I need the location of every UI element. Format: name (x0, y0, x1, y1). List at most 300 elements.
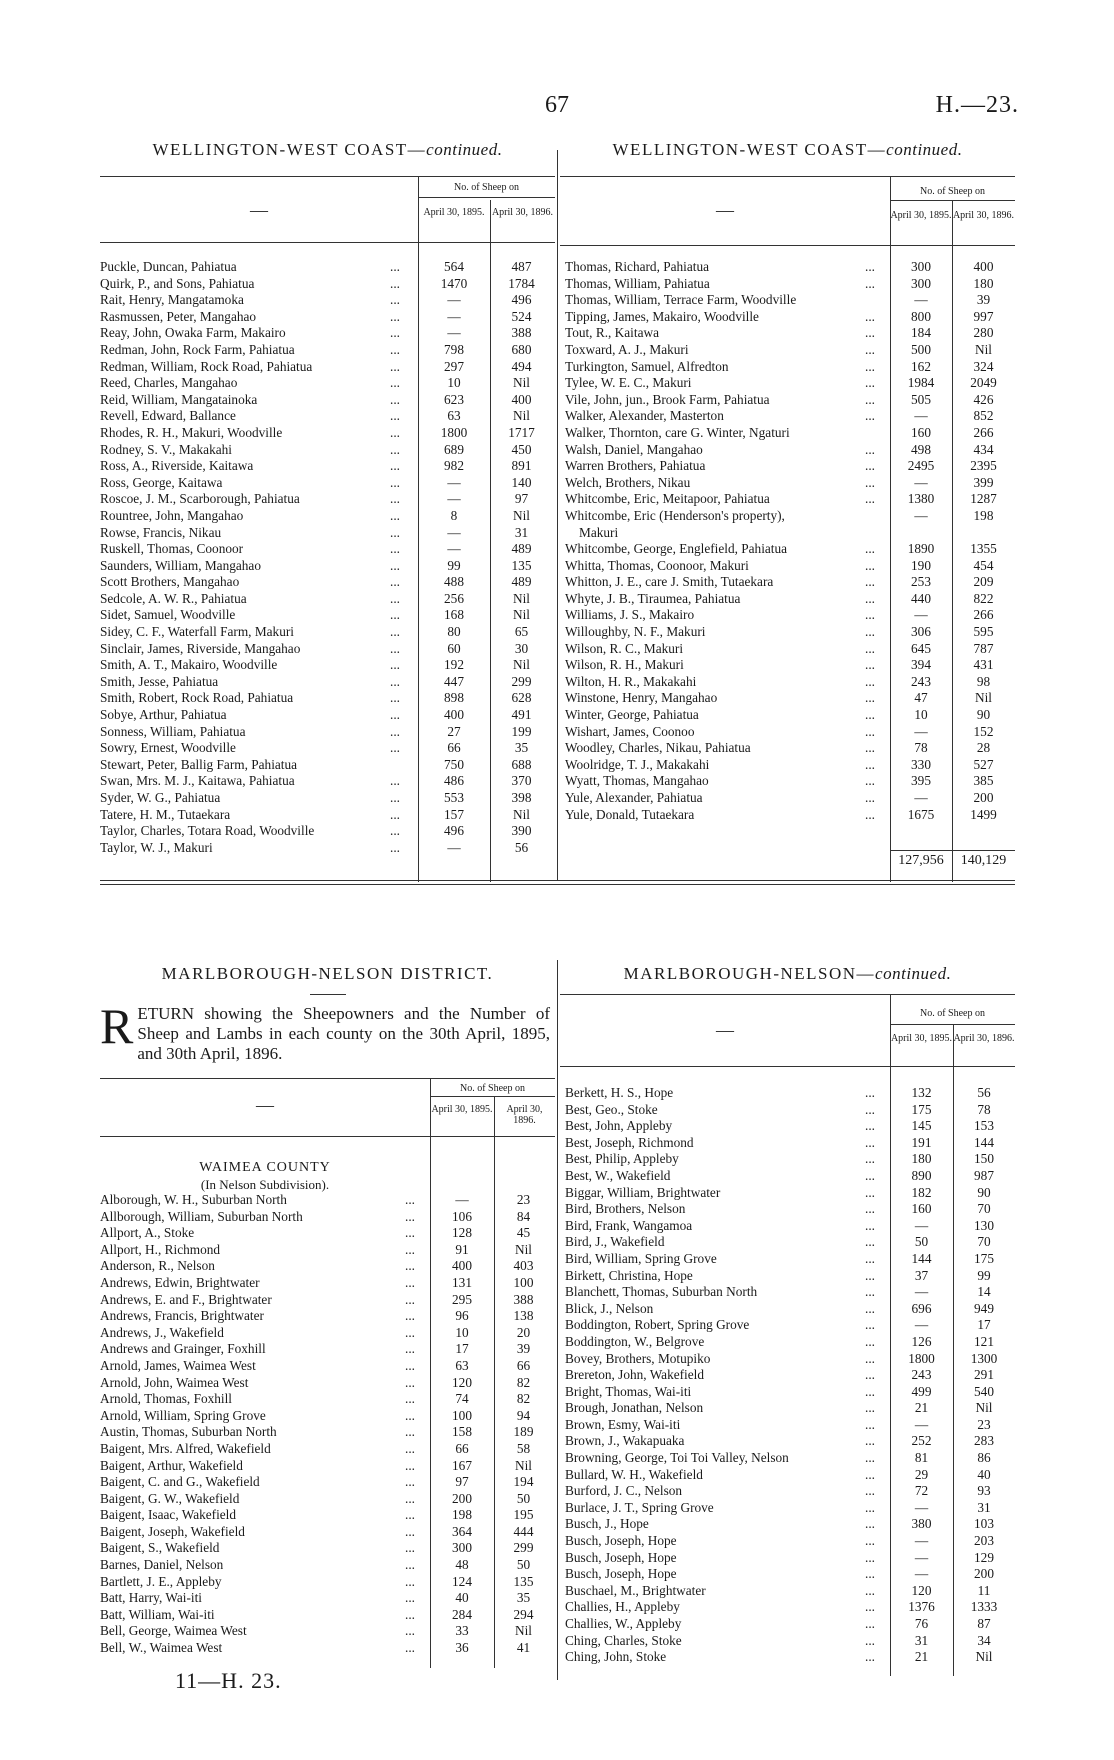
table-row (100, 757, 553, 774)
sheep-1895: 200 (452, 1490, 472, 1506)
owner-name: Brough, Jonathan, Nelson (565, 1400, 704, 1416)
table-row (100, 823, 553, 840)
table-row (100, 807, 553, 824)
sheep-1896: Nil (513, 657, 530, 673)
sheep-1895: — (914, 474, 928, 490)
total-1895: 127,956 (898, 853, 944, 868)
leader-dots: ... (865, 1184, 875, 1200)
table-row (565, 1151, 1015, 1168)
leader-dots: ... (865, 1582, 875, 1598)
leader-dots: ... (865, 607, 875, 623)
table-row (565, 790, 1015, 807)
sheep-1896: 39 (516, 1341, 531, 1357)
leader-dots: ... (865, 1350, 875, 1366)
sheep-1895: 40 (455, 1590, 469, 1606)
leader-dots: ... (390, 541, 400, 557)
sheep-1895: 256 (444, 590, 464, 606)
owner-name: Baigent, C. and G., Wakefield (100, 1474, 260, 1490)
table-row (100, 325, 553, 342)
sheep-1895: 500 (911, 341, 931, 357)
sheep-1896: 2395 (970, 458, 997, 474)
sheep-1896: 431 (973, 657, 994, 673)
table-row (565, 1633, 1015, 1650)
owner-name: Busch, Joseph, Hope (565, 1566, 677, 1582)
owner-name: Winter, George, Pahiatua (565, 707, 699, 723)
sheep-1896: 45 (516, 1225, 531, 1241)
sheep-1896: Nil (515, 1623, 532, 1639)
leader-dots: ... (865, 557, 875, 573)
owner-name: Tipping, James, Makairo, Woodville (565, 308, 759, 324)
table-row (100, 475, 553, 492)
leader-dots: ... (865, 1599, 875, 1615)
bottom-left-title: MARLBOROUGH-NELSON DISTRICT. (161, 964, 494, 983)
owner-name: Best, W., Wakefield (565, 1167, 671, 1183)
leader-dots: ... (405, 1192, 415, 1207)
owner-name: Baigent, Arthur, Wakefield (100, 1457, 243, 1473)
sheep-1896: 489 (511, 574, 532, 590)
leader-dots: ... (390, 491, 400, 507)
sheep-1895: 1470 (440, 275, 468, 291)
sheep-1895: 175 (911, 1101, 932, 1117)
sheep-1895: 21 (914, 1400, 929, 1416)
owner-name: Tatere, H. M., Tutaekara (100, 806, 231, 822)
owner-name: Brown, J., Wakapuaka (565, 1433, 685, 1449)
leader-dots (865, 292, 890, 309)
sheep-1895: 80 (447, 624, 461, 640)
sheep-1895: 982 (444, 458, 464, 474)
table-row (565, 1417, 1015, 1434)
table-row (565, 375, 1015, 392)
table-row (100, 1192, 553, 1209)
leader-dots: ... (865, 458, 875, 474)
owner-name: Bird, J., Wakefield (565, 1234, 665, 1250)
table-row (565, 740, 1015, 757)
sheep-1895: 31 (914, 1632, 929, 1648)
owner-name: Ching, John, Stoke (565, 1649, 667, 1665)
owner-name: Rodney, S. V., Makakahi (100, 441, 232, 457)
sheep-1895: 27 (447, 723, 461, 739)
owner-name: Blanchett, Thomas, Suburban North (565, 1284, 758, 1300)
table-row (565, 475, 1015, 492)
sheep-1896: 450 (511, 441, 532, 457)
table-row (565, 1367, 1015, 1384)
sheep-1895: 1380 (907, 491, 935, 507)
table-row (565, 541, 1015, 558)
leader-dots: ... (865, 1101, 875, 1117)
owner-name: Whitton, J. E., care J. Smith, Tutaekara (565, 574, 774, 590)
owner-name: Revell, Edward, Ballance (100, 408, 236, 424)
header-group: No. of Sheep on (920, 1008, 985, 1019)
leader-dots: ... (390, 308, 400, 324)
sheep-1895: 295 (452, 1291, 472, 1307)
table-row (565, 1118, 1015, 1135)
table-row (100, 259, 553, 276)
sheep-1895: 97 (455, 1474, 469, 1490)
leader-dots: ... (390, 624, 400, 640)
leader-dots: ... (865, 723, 875, 739)
sheep-1895: 66 (447, 740, 461, 756)
leader-dots: ... (865, 1533, 875, 1549)
owner-name: Wilson, R. C., Makuri (565, 640, 684, 656)
sheep-1896: 150 (974, 1151, 994, 1167)
sheep-1895: 17 (455, 1341, 469, 1357)
leader-dots: ... (390, 275, 400, 291)
sheep-1896: 144 (974, 1134, 994, 1150)
sheep-1895: — (914, 1549, 929, 1565)
sheep-1896: 86 (977, 1450, 991, 1466)
leader-dots: ... (865, 1217, 875, 1233)
sheep-1896: Nil (513, 607, 530, 623)
owner-name: Batt, William, Wai-iti (100, 1606, 215, 1622)
table-row (100, 1623, 553, 1640)
owner-name: Challies, H., Appleby (565, 1599, 680, 1615)
sheep-1895: 128 (452, 1225, 472, 1241)
leader-dots (865, 525, 890, 542)
owner-name: Smith, Robert, Rock Road, Pahiatua (100, 690, 294, 706)
owner-name: Andrews and Grainger, Foxhill (100, 1341, 266, 1357)
sheep-1896: 987 (974, 1167, 994, 1183)
sheep-1895: — (914, 507, 928, 523)
leader-dots: ... (865, 1566, 875, 1582)
table-row (100, 740, 553, 757)
leader-dots: ... (405, 1457, 415, 1473)
table-row (565, 724, 1015, 741)
leader-dots: ... (865, 1284, 875, 1300)
owner-name: Busch, Joseph, Hope (565, 1533, 677, 1549)
owner-name: Woolridge, T. J., Makakahi (565, 756, 710, 772)
table-row (100, 1458, 553, 1475)
sheep-1896: 852 (973, 408, 994, 424)
owner-name: Sidet, Samuel, Woodville (100, 607, 236, 623)
sheep-1896: 40 (977, 1466, 991, 1482)
owner-name: Woodley, Charles, Nikau, Pahiatua (565, 740, 751, 756)
sheep-1896: 388 (513, 1291, 534, 1307)
leader-dots: ... (390, 574, 400, 590)
leader-dots: ... (405, 1474, 415, 1490)
sheep-1895: 498 (911, 441, 931, 457)
owner-name: Reed, Charles, Mangahao (100, 375, 238, 391)
sheep-1895: 10 (447, 375, 461, 391)
sheep-1895: 300 (911, 259, 931, 274)
sheep-1895: 66 (455, 1440, 469, 1456)
leader-dots: ... (865, 773, 875, 789)
owner-name: Thomas, William, Pahiatua (565, 275, 710, 291)
table-row (100, 1491, 553, 1508)
sheep-1896: 135 (513, 1573, 534, 1589)
owner-name: Puckle, Duncan, Pahiatua (100, 259, 237, 274)
owner-name: Baigent, S., Wakefield (100, 1540, 220, 1556)
table-row (100, 1607, 553, 1624)
sheep-1896: 50 (516, 1490, 531, 1506)
table-row (565, 491, 1015, 508)
sheep-1896: 1287 (970, 491, 997, 507)
table-row (100, 342, 553, 359)
leader-dots: ... (405, 1557, 415, 1573)
owner-name: Sedcole, A. W. R., Pahiatua (100, 590, 247, 606)
owner-name: Biggar, William, Brightwater (565, 1184, 721, 1200)
table-row (100, 1341, 553, 1358)
leader-dots: ... (865, 308, 875, 324)
sheep-1896: 65 (514, 624, 529, 640)
table-row (565, 359, 1015, 376)
sheep-1896: 97 (514, 491, 529, 507)
sheep-1896: 140 (511, 474, 532, 490)
sheep-1895: 1890 (907, 541, 935, 557)
sheep-1895: 505 (911, 391, 931, 407)
sheep-1895: 1800 (908, 1350, 935, 1366)
sheep-1896: 189 (513, 1424, 534, 1440)
owner-name: Saunders, William, Mangahao (100, 557, 261, 573)
table-row (565, 607, 1015, 624)
sheep-1895: 167 (452, 1457, 472, 1473)
owner-name: Baigent, Joseph, Wakefield (100, 1523, 245, 1539)
table-row (100, 458, 553, 475)
owner-name: Best, Philip, Appleby (565, 1151, 679, 1167)
drop-cap: R (100, 998, 134, 1054)
sheep-1896: 444 (513, 1523, 534, 1539)
leader-dots (865, 508, 890, 525)
owner-name: Wilton, H. R., Makakahi (565, 673, 697, 689)
sheep-1895: 63 (447, 408, 461, 424)
sheep-1895: — (447, 541, 461, 557)
sheep-1896: 35 (514, 740, 529, 756)
sheep-1896: 39 (976, 292, 991, 308)
table-row (100, 641, 553, 658)
leader-dots: ... (405, 1374, 415, 1390)
sheep-1895: 1675 (907, 806, 935, 822)
table-row (100, 1358, 553, 1375)
owner-name: Baigent, Mrs. Alfred, Wakefield (100, 1440, 271, 1456)
owner-name: Allport, H., Richmond (100, 1241, 221, 1257)
owner-name: Welch, Brothers, Nikau (565, 474, 691, 490)
table-row (100, 690, 553, 707)
sheep-1896: 23 (977, 1416, 991, 1432)
sheep-1895: 160 (911, 1201, 932, 1217)
leader-dots: ... (405, 1274, 415, 1290)
sheep-1895: 48 (455, 1557, 469, 1573)
leader-dots: ... (405, 1357, 415, 1373)
sheep-1895: 184 (911, 325, 931, 341)
leader-dots: ... (865, 1433, 875, 1449)
sheep-1896: 294 (513, 1606, 534, 1622)
dash-text: — (716, 200, 734, 220)
sheep-1895: 10 (455, 1324, 469, 1340)
sheep-1895: 284 (452, 1606, 472, 1622)
owner-name: Whitcombe, Eric (Henderson's property), (565, 507, 785, 523)
sheep-1896: 198 (973, 507, 994, 523)
sheep-1895: 330 (911, 756, 931, 772)
leader-dots: ... (865, 1616, 875, 1631)
title-italic: continued. (886, 140, 963, 159)
sheep-1895: 96 (455, 1308, 469, 1324)
sheep-1896: 283 (974, 1433, 994, 1449)
table-row (565, 425, 1015, 442)
leader-dots (865, 425, 890, 442)
table-row (565, 574, 1015, 591)
leader-dots: ... (865, 275, 875, 291)
sheep-1896: 209 (973, 574, 994, 590)
sheep-1896: Nil (513, 408, 530, 424)
sheep-1895: 162 (911, 358, 931, 374)
table-row (100, 1557, 553, 1574)
sheep-1896: 152 (973, 723, 994, 739)
sheep-1895: — (447, 491, 461, 507)
leader-dots: ... (405, 1590, 415, 1606)
sheep-table (565, 259, 1015, 823)
sheep-1895: 1800 (440, 424, 468, 440)
header-col1: April 30, 1895. (431, 1104, 493, 1115)
sheep-1895: 553 (444, 790, 464, 805)
sheep-1895: — (914, 723, 928, 739)
sheep-1895: — (914, 1317, 929, 1333)
leader-dots: ... (405, 1606, 415, 1622)
sheep-1895: 696 (911, 1300, 932, 1316)
owner-name: Thomas, William, Terrace Farm, Woodville (565, 292, 797, 308)
table-row (565, 757, 1015, 774)
sheep-1895: 74 (455, 1391, 469, 1407)
header-dash (560, 1020, 890, 1040)
leader-dots: ... (390, 657, 400, 673)
owner-name: Reid, William, Mangatainoka (100, 391, 258, 407)
leader-dots: ... (865, 1118, 875, 1134)
sheep-1895: 890 (911, 1167, 932, 1183)
owner-name: Boddington, Robert, Spring Grove (565, 1317, 750, 1333)
table-row (565, 1268, 1015, 1285)
sheep-1895: 440 (911, 590, 931, 606)
owner-name: Taylor, W. J., Makuri (100, 839, 213, 855)
sheep-1895: 198 (452, 1507, 472, 1523)
table-row (100, 574, 553, 591)
table-row (100, 1391, 553, 1408)
header-bottom-rule (100, 1136, 555, 1137)
table-row (100, 790, 553, 807)
sheep-1895: 400 (452, 1258, 472, 1274)
sheep-1896: Nil (975, 1649, 993, 1665)
sheep-1895: 300 (452, 1540, 472, 1556)
sheep-1896: 299 (513, 1540, 534, 1556)
sheep-1896: 153 (974, 1118, 994, 1134)
sheep-1896: 195 (513, 1507, 534, 1523)
leader-dots: ... (390, 458, 400, 474)
sheep-1896: 496 (511, 292, 532, 308)
owner-name: Rait, Henry, Mangatamoka (100, 292, 244, 308)
sheep-1896: 41 (516, 1640, 531, 1656)
owner-name: Batt, Harry, Wai-iti (100, 1590, 202, 1606)
leader-dots: ... (405, 1308, 415, 1324)
leader-dots: ... (390, 673, 400, 689)
sheep-1896: 203 (974, 1533, 994, 1549)
leader-dots: ... (405, 1391, 415, 1407)
header-col2: April 30, 1896. (953, 1033, 1015, 1044)
owner-name: Arnold, Thomas, Foxhill (100, 1391, 232, 1407)
sheep-1895: 120 (911, 1582, 932, 1598)
table-row (100, 425, 553, 442)
owner-name: Walker, Thornton, care G. Winter, Ngaturi (565, 424, 790, 440)
sheep-1896: 23 (516, 1192, 531, 1207)
top-right-table (565, 259, 1015, 823)
sheep-1896: 121 (974, 1333, 994, 1349)
table-row (565, 1168, 1015, 1185)
sheep-1896: 385 (973, 773, 994, 789)
sheep-1895: 99 (447, 557, 461, 573)
table-top-rule (100, 176, 555, 177)
table-row (100, 1424, 553, 1441)
leader-dots: ... (865, 1483, 875, 1499)
table-row (100, 1524, 553, 1541)
sheep-1896: 390 (511, 823, 532, 839)
leader-dots: ... (865, 341, 875, 357)
header-rule (418, 197, 555, 198)
section-separator (100, 880, 1015, 881)
table-row (565, 1450, 1015, 1467)
total-rule (890, 850, 1015, 851)
owner-name: Busch, J., Hope (565, 1516, 649, 1532)
table-row (565, 1433, 1015, 1450)
table-row (100, 1258, 553, 1275)
owner-name: Smith, A. T., Makairo, Woodville (100, 657, 278, 673)
leader-dots: ... (865, 707, 875, 723)
sheep-1896: Nil (513, 507, 530, 523)
table-row (565, 1616, 1015, 1633)
table-row (565, 707, 1015, 724)
sheep-1896: Nil (515, 1457, 532, 1473)
leader-dots: ... (405, 1640, 415, 1656)
bottom-right-title (560, 964, 1015, 984)
table-row (565, 690, 1015, 707)
owner-name: Berkett, H. S., Hope (565, 1085, 674, 1100)
sheep-1896: 66 (516, 1357, 531, 1373)
owner-name: Rowse, Francis, Nikau (100, 524, 222, 540)
sheep-1895: — (914, 1284, 929, 1300)
table-row (565, 1533, 1015, 1550)
sheep-1896: 388 (511, 325, 532, 341)
sheep-1895: 60 (447, 640, 461, 656)
county-heading: WAIMEA COUNTY (199, 1160, 331, 1175)
header-bottom-rule (560, 1066, 1015, 1067)
sheep-1896: 100 (513, 1274, 534, 1290)
sheep-1896: 487 (511, 259, 532, 274)
sheep-1895: 395 (911, 773, 931, 789)
sheep-1895: — (447, 474, 461, 490)
sheep-1896: 688 (511, 756, 532, 772)
owner-name: Rountree, John, Mangahao (100, 507, 244, 523)
table-row (100, 1375, 553, 1392)
owner-name: Bird, William, Spring Grove (565, 1250, 717, 1266)
sheep-1896: 1355 (970, 541, 997, 557)
leader-dots: ... (405, 1490, 415, 1506)
table-row (565, 1467, 1015, 1484)
leader-dots: ... (865, 259, 875, 274)
top-right-title (560, 140, 1015, 160)
sheep-1895: 191 (911, 1134, 932, 1150)
owner-name: Taylor, Charles, Totara Road, Woodville (100, 823, 315, 839)
leader-dots: ... (865, 657, 875, 673)
owner-name: Andrews, Edwin, Brightwater (100, 1274, 260, 1290)
sheep-1896: 2049 (970, 375, 997, 391)
sheep-1895: 488 (444, 574, 464, 590)
leader-dots: ... (865, 491, 875, 507)
owner-name: Williams, J. S., Makairo (565, 607, 695, 623)
table-row (565, 276, 1015, 293)
header-bottom-rule (100, 242, 555, 243)
owner-name: Brown, Esmy, Wai-iti (565, 1416, 681, 1432)
owner-name: Yule, Donald, Tutaekara (565, 806, 695, 822)
sheep-1896: 94 (516, 1407, 531, 1423)
sheep-1895: 486 (444, 773, 464, 789)
table-row (565, 807, 1015, 824)
sheep-1896: 11 (977, 1582, 991, 1598)
table-row (565, 1516, 1015, 1533)
